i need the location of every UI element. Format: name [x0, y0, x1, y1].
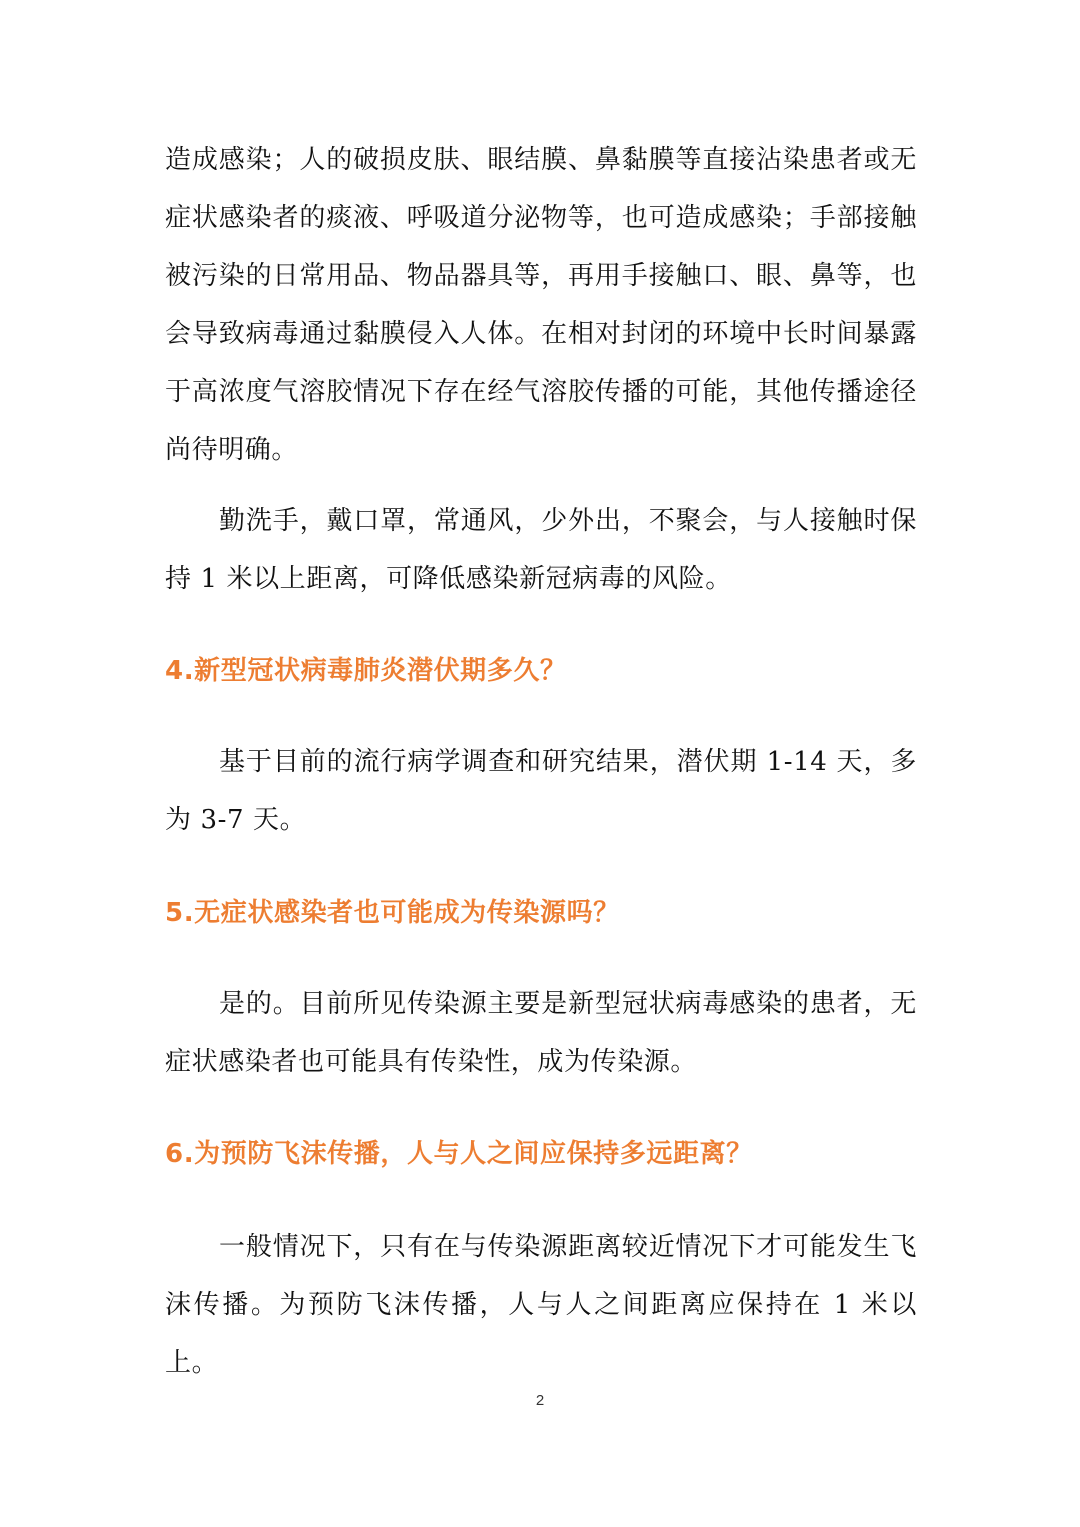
question-4-answer: 基于目前的流行病学调查和研究结果，潜伏期 1-14 天，多为 3-7 天。 [165, 747, 917, 835]
page-number: 2 [535, 1392, 545, 1409]
question-5-answer: 是的。目前所见传染源主要是新型冠状病毒感染的患者，无症状感染者也可能具有传染性，成为传染源。 [165, 989, 917, 1077]
question-5-heading: 5.无症状感染者也可能成为传染源吗？ [165, 898, 620, 928]
question-4-heading: 4.新型冠状病毒肺炎潜伏期多久？ [165, 656, 567, 686]
question-6-answer: 一般情况下，只有在与传染源距离较近情况下才可能发生飞沫传播。为预防飞沫传播，人与人之间距离应保持在 1 米以上。 [165, 1232, 917, 1378]
paragraph-prevention: 勤洗手，戴口罩，常通风，少外出，不聚会，与人接触时保持 1 米以上距离，可降低感染新冠病毒的风险。 [165, 506, 917, 594]
paragraph-transmission-continued: 造成感染；人的破损皮肤、眼结膜、鼻黏膜等直接沾染患者或无症状感染者的痰液、呼吸道分泌物等，也可造成感染；手部接触被污染的日常用品、物品器具等，再用手接触口、眼、鼻等，也会导致病毒通过黏膜侵入人体。在相对封闭的环境中长时间暴露于高浓度气溶胶情况下存在经气溶胶传播的可能，其他传播途径尚待明确。 [165, 145, 917, 465]
question-6-heading: 6.为预防飞沫传播，人与人之间应保持多远距离？ [165, 1139, 753, 1169]
